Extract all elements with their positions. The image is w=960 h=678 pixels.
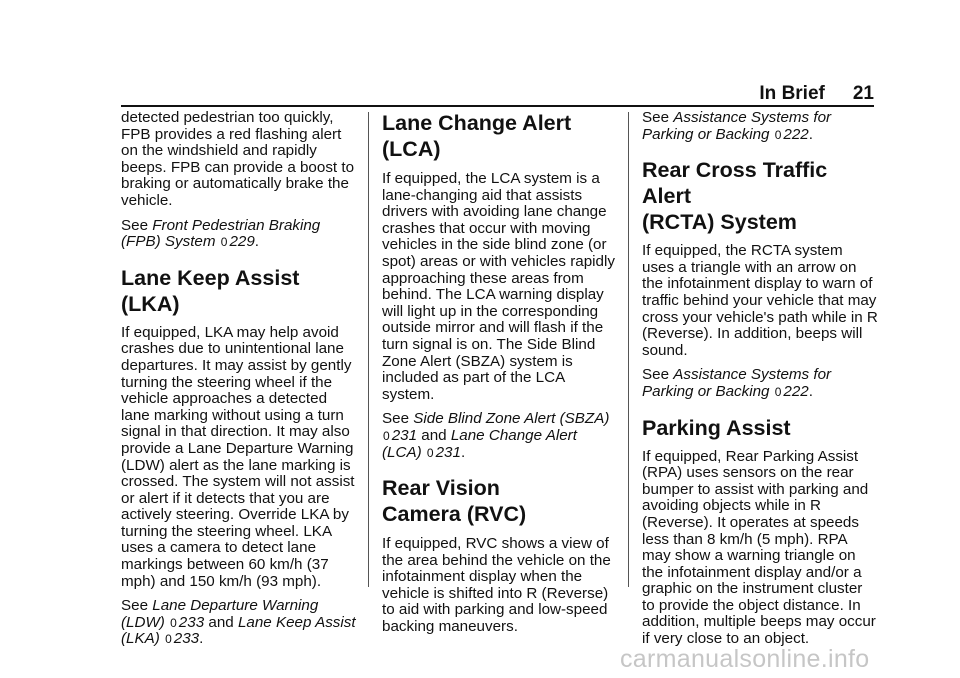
page-ref-icon: 0	[774, 127, 782, 142]
reference-link[interactable]: Lane Change Alert (LCA)	[382, 426, 577, 461]
heading-lka: Lane Keep Assist (LKA)	[121, 265, 300, 316]
heading-lca: Lane Change Alert (LCA)	[382, 111, 572, 161]
page-ref-icon: 0	[383, 428, 390, 443]
page-ref-icon: 0	[774, 384, 782, 399]
header-rule	[121, 105, 874, 107]
heading-rvc: Rear Vision Camera (RVC)	[382, 476, 527, 527]
paragraph-parking-assist: If equipped, Rear Parking Assist (RPA) uses sensors on the rear bumper to assist with parking and avoiding objects while in R (Reverse). It operates at speeds less than 8 km/h (5 mph). RPA may show a warning triangle on the infotainment display and/or a graphic on the instrument cluster to provide the object distance. In addition, multiple beeps may occur if very close to an object.	[642, 447, 876, 648]
heading-parking-assist: Parking Assist	[642, 415, 791, 440]
page-ref-icon: 0	[426, 445, 434, 460]
paragraph-rvc: If equipped, RVC shows a view of the area behind the vehicle on the infotainment display when the vehicle is shifted into R (Reverse) to aid with parking and low-speed backing maneuvers.	[382, 535, 611, 636]
section-title: In Brief	[759, 83, 825, 104]
page-ref[interactable]: 229	[229, 233, 255, 251]
column-3	[642, 110, 878, 656]
column-1	[121, 110, 357, 656]
reference-link[interactable]: Lane Keep Assist (LKA)	[121, 613, 356, 648]
page-ref[interactable]: 233	[173, 630, 200, 648]
reference-link[interactable]: Side Blind Zone Alert (SBZA)	[413, 410, 610, 428]
column-divider-2	[628, 112, 629, 587]
see-reference-parking-2: See Assistance Systems for Parking or Backing 0 222.	[642, 366, 832, 400]
column-divider-1	[368, 112, 369, 587]
page-ref[interactable]: 233	[178, 613, 205, 631]
paragraph-fpb: detected pedestrian too quickly, FPB provides a red flashing alert on the windshield and rapidly beeps. FPB can provide a boost to braking or automatically brake the vehicle.	[121, 109, 355, 209]
heading-rcta: Rear Cross Traffic Alert (RCTA) System	[642, 158, 828, 235]
reference-link[interactable]: Front Pedestrian Braking (FPB) System	[121, 216, 321, 251]
page-header	[121, 84, 874, 104]
page-ref-icon: 0	[165, 632, 172, 647]
reference-link[interactable]: Assistance Systems for Parking or Backing	[642, 109, 832, 143]
see-reference-fpb: See Front Pedestrian Braking (FPB) System 0 229.	[121, 216, 321, 251]
reference-link[interactable]: Lane Departure Warning (LDW)	[121, 597, 319, 631]
watermark: carmanualsonline.info	[620, 645, 870, 673]
page-ref-icon: 0	[170, 615, 177, 630]
see-reference-lka: See Lane Departure Warning (LDW) 0 233 and Lane Keep Assist (LKA) 0 233.	[121, 597, 356, 648]
paragraph-lca: If equipped, the LCA system is a lane-changing aid that assists drivers with avoiding lane change crashes that occur with moving vehicles in the side blind zone (or spot) areas or with vehicles rapidly approaching these areas from behind. The LCA warning display will light up in the corresponding outside mirror and will flash if the turn signal is on. The Side Blind Zone Alert (SBZA) system is included as part of the LCA system.	[382, 170, 615, 403]
column-2	[382, 110, 618, 644]
see-reference-parking-1: See Assistance Systems for Parking or Backing 0 222.	[642, 109, 832, 143]
page-ref-icon: 0	[220, 235, 228, 250]
page-ref[interactable]: 231	[391, 426, 418, 444]
page-number: 21	[852, 83, 874, 104]
reference-link[interactable]: Assistance Systems for Parking or Backing	[642, 366, 832, 400]
page-ref[interactable]: 222	[783, 382, 809, 400]
page-ref[interactable]: 231	[435, 443, 461, 461]
page-ref[interactable]: 222	[783, 125, 809, 143]
paragraph-rcta: If equipped, the RCTA system uses a triangle with an arrow on the infotainment display to warn of traffic behind your vehicle that may cross your vehicle's path while in R (Reverse). In addition, beeps will sound.	[642, 242, 878, 359]
paragraph-lka: If equipped, LKA may help avoid crashes due to unintentional lane departures. It may assist by gently turning the steering wheel if the vehicle approaches a detected lane marking without using a turn signal in that direction. It may also provide a Lane Departure Warning (LDW) alert as the lane marking is crossed. The system will not assist or alert if it detects that you are actively steering. Override LKA by turning the steering wheel. LKA uses a camera to detect lane markings between 60 km/h (37 mph) and 150 km/h (93 mph).	[121, 323, 355, 590]
see-reference-lca: See Side Blind Zone Alert (SBZA) 0 231 and Lane Change Alert (LCA) 0 231.	[382, 410, 610, 461]
